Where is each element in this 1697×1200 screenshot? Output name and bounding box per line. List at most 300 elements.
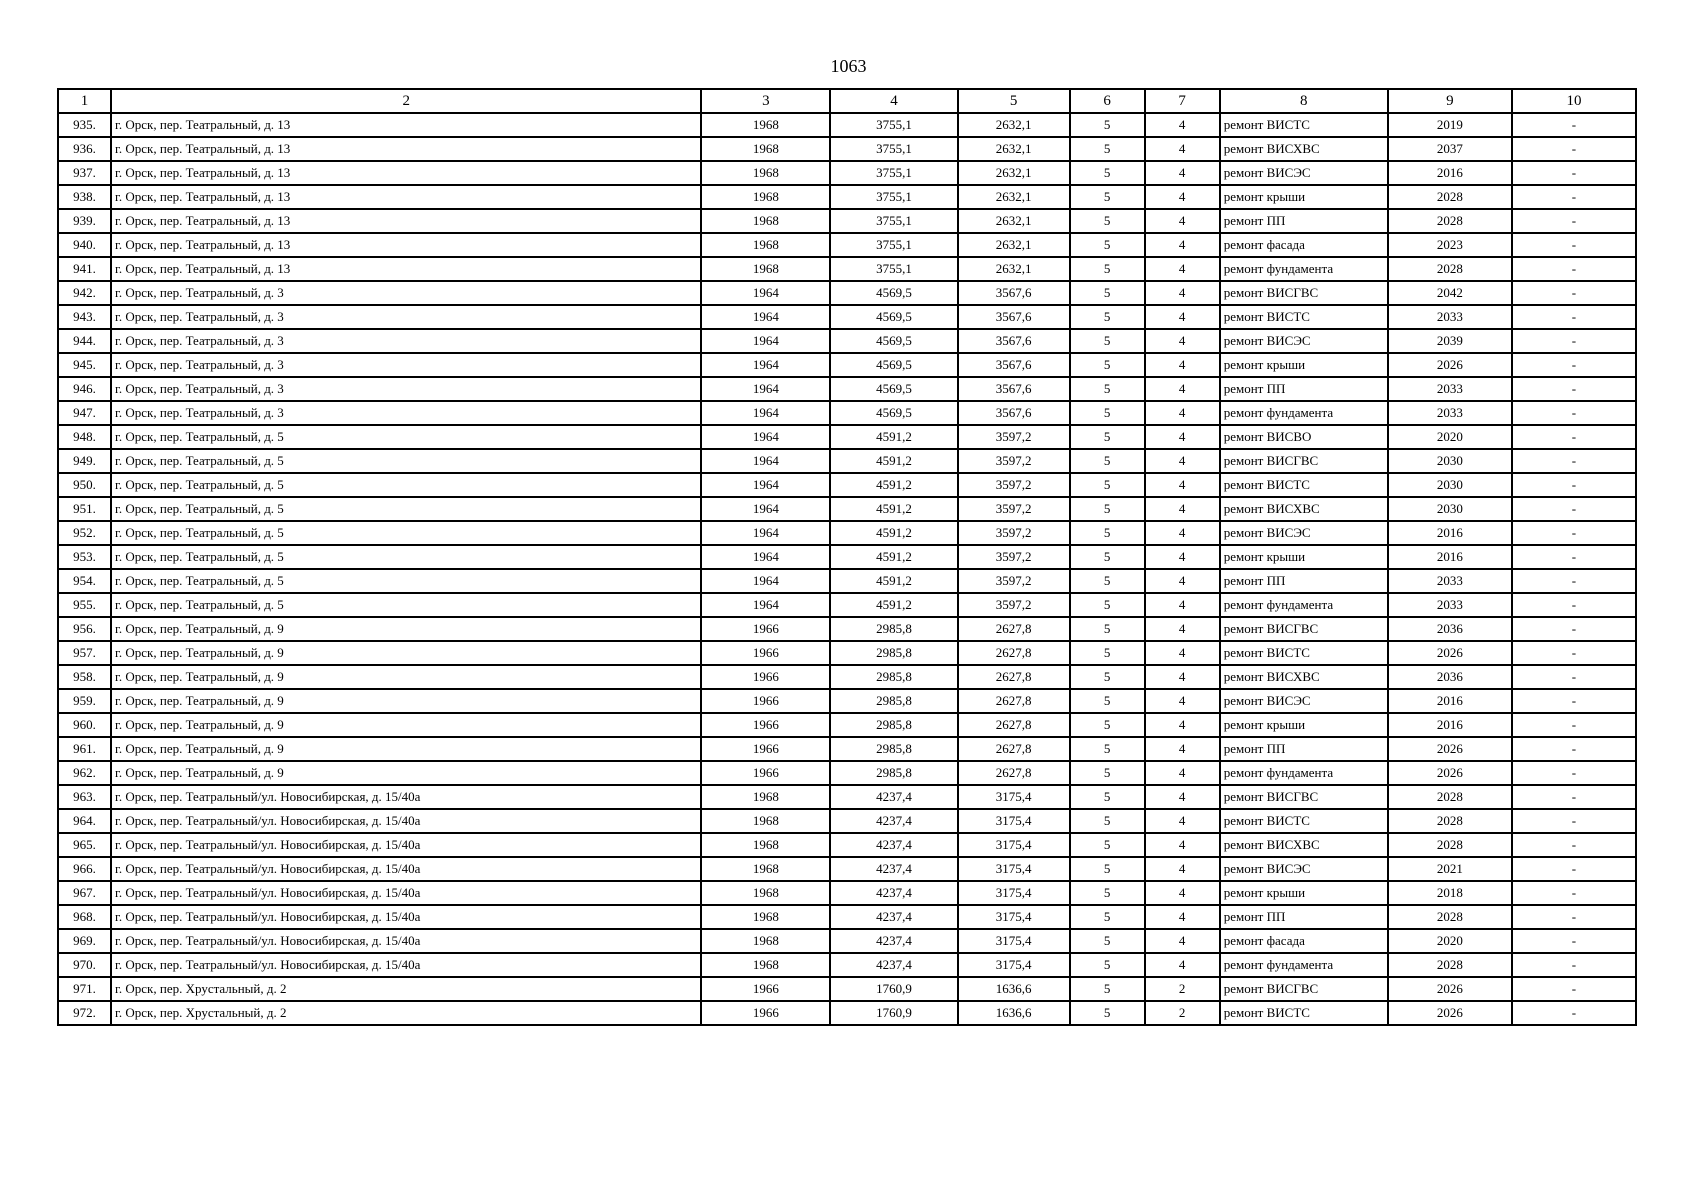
cell-plan-year: 2018	[1388, 881, 1512, 905]
cell-plan-year: 2033	[1388, 401, 1512, 425]
cell-total-area: 4569,5	[830, 281, 957, 305]
cell-row-number: 940.	[58, 233, 111, 257]
cell-living-area: 3175,4	[958, 857, 1070, 881]
cell-plan-year: 2016	[1388, 521, 1512, 545]
cell-note: -	[1512, 473, 1636, 497]
cell-plan-year: 2026	[1388, 761, 1512, 785]
registry-table	[57, 88, 1637, 1026]
cell-build-year: 1968	[701, 809, 830, 833]
cell-floors: 5	[1070, 713, 1145, 737]
cell-total-area: 4237,4	[830, 833, 957, 857]
cell-floors: 5	[1070, 233, 1145, 257]
cell-note: -	[1512, 977, 1636, 1001]
cell-row-number: 972.	[58, 1001, 111, 1025]
cell-row-number: 971.	[58, 977, 111, 1001]
cell-work-type: ремонт ВИСЭС	[1220, 161, 1388, 185]
cell-build-year: 1964	[701, 497, 830, 521]
cell-plan-year: 2016	[1388, 545, 1512, 569]
cell-plan-year: 2016	[1388, 161, 1512, 185]
cell-plan-year: 2033	[1388, 593, 1512, 617]
cell-entrances: 4	[1145, 809, 1220, 833]
cell-entrances: 4	[1145, 401, 1220, 425]
column-header-7: 7	[1145, 89, 1220, 113]
cell-floors: 5	[1070, 545, 1145, 569]
cell-living-area: 3567,6	[958, 377, 1070, 401]
table-row	[58, 521, 1636, 545]
table-row	[58, 545, 1636, 569]
cell-plan-year: 2021	[1388, 857, 1512, 881]
cell-build-year: 1968	[701, 113, 830, 137]
cell-note: -	[1512, 617, 1636, 641]
cell-work-type: ремонт ВИСГВС	[1220, 977, 1388, 1001]
cell-living-area: 2627,8	[958, 689, 1070, 713]
cell-build-year: 1966	[701, 713, 830, 737]
cell-row-number: 937.	[58, 161, 111, 185]
cell-address: г. Орск, пер. Театральный/ул. Новосибирская, д. 15/40а	[111, 785, 701, 809]
cell-floors: 5	[1070, 953, 1145, 977]
cell-row-number: 963.	[58, 785, 111, 809]
cell-work-type: ремонт крыши	[1220, 185, 1388, 209]
cell-build-year: 1968	[701, 257, 830, 281]
table-row	[58, 497, 1636, 521]
cell-total-area: 4591,2	[830, 449, 957, 473]
cell-row-number: 951.	[58, 497, 111, 521]
cell-row-number: 959.	[58, 689, 111, 713]
cell-total-area: 3755,1	[830, 137, 957, 161]
cell-build-year: 1964	[701, 449, 830, 473]
cell-entrances: 4	[1145, 521, 1220, 545]
table-row	[58, 161, 1636, 185]
cell-floors: 5	[1070, 1001, 1145, 1025]
cell-entrances: 4	[1145, 233, 1220, 257]
cell-row-number: 970.	[58, 953, 111, 977]
column-header-8: 8	[1220, 89, 1388, 113]
cell-living-area: 3597,2	[958, 497, 1070, 521]
table-row	[58, 929, 1636, 953]
cell-plan-year: 2023	[1388, 233, 1512, 257]
cell-build-year: 1966	[701, 1001, 830, 1025]
cell-build-year: 1964	[701, 329, 830, 353]
cell-note: -	[1512, 689, 1636, 713]
cell-row-number: 949.	[58, 449, 111, 473]
cell-living-area: 3175,4	[958, 785, 1070, 809]
cell-plan-year: 2036	[1388, 617, 1512, 641]
cell-plan-year: 2033	[1388, 305, 1512, 329]
cell-plan-year: 2037	[1388, 137, 1512, 161]
cell-address: г. Орск, пер. Театральный/ул. Новосибирская, д. 15/40а	[111, 905, 701, 929]
cell-note: -	[1512, 641, 1636, 665]
cell-entrances: 4	[1145, 137, 1220, 161]
cell-entrances: 4	[1145, 881, 1220, 905]
cell-living-area: 2627,8	[958, 713, 1070, 737]
cell-plan-year: 2028	[1388, 833, 1512, 857]
table-row	[58, 113, 1636, 137]
cell-address: г. Орск, пер. Театральный, д. 9	[111, 617, 701, 641]
cell-work-type: ремонт фундамента	[1220, 257, 1388, 281]
cell-build-year: 1968	[701, 905, 830, 929]
cell-work-type: ремонт фундамента	[1220, 761, 1388, 785]
cell-row-number: 966.	[58, 857, 111, 881]
cell-total-area: 4591,2	[830, 425, 957, 449]
cell-living-area: 3567,6	[958, 329, 1070, 353]
cell-floors: 5	[1070, 929, 1145, 953]
table-row	[58, 377, 1636, 401]
cell-note: -	[1512, 257, 1636, 281]
cell-total-area: 4569,5	[830, 401, 957, 425]
cell-row-number: 950.	[58, 473, 111, 497]
cell-address: г. Орск, пер. Театральный, д. 13	[111, 185, 701, 209]
cell-note: -	[1512, 209, 1636, 233]
cell-row-number: 941.	[58, 257, 111, 281]
cell-plan-year: 2019	[1388, 113, 1512, 137]
cell-floors: 5	[1070, 161, 1145, 185]
cell-build-year: 1964	[701, 545, 830, 569]
cell-note: -	[1512, 281, 1636, 305]
cell-total-area: 2985,8	[830, 761, 957, 785]
cell-address: г. Орск, пер. Театральный, д. 13	[111, 209, 701, 233]
cell-work-type: ремонт ВИСТС	[1220, 305, 1388, 329]
cell-entrances: 4	[1145, 545, 1220, 569]
cell-row-number: 968.	[58, 905, 111, 929]
cell-total-area: 4569,5	[830, 353, 957, 377]
cell-row-number: 947.	[58, 401, 111, 425]
cell-note: -	[1512, 233, 1636, 257]
cell-build-year: 1968	[701, 209, 830, 233]
cell-plan-year: 2028	[1388, 809, 1512, 833]
cell-row-number: 962.	[58, 761, 111, 785]
cell-note: -	[1512, 593, 1636, 617]
cell-build-year: 1964	[701, 401, 830, 425]
cell-plan-year: 2028	[1388, 905, 1512, 929]
cell-work-type: ремонт ВИСГВС	[1220, 449, 1388, 473]
cell-build-year: 1966	[701, 977, 830, 1001]
cell-note: -	[1512, 929, 1636, 953]
cell-build-year: 1968	[701, 785, 830, 809]
cell-build-year: 1968	[701, 185, 830, 209]
cell-entrances: 4	[1145, 593, 1220, 617]
cell-address: г. Орск, пер. Театральный/ул. Новосибирская, д. 15/40а	[111, 953, 701, 977]
cell-total-area: 4569,5	[830, 305, 957, 329]
cell-plan-year: 2036	[1388, 665, 1512, 689]
table-row	[58, 857, 1636, 881]
cell-floors: 5	[1070, 617, 1145, 641]
cell-note: -	[1512, 185, 1636, 209]
cell-work-type: ремонт ПП	[1220, 209, 1388, 233]
cell-plan-year: 2028	[1388, 953, 1512, 977]
cell-address: г. Орск, пер. Театральный, д. 13	[111, 257, 701, 281]
cell-total-area: 3755,1	[830, 209, 957, 233]
cell-address: г. Орск, пер. Хрустальный, д. 2	[111, 977, 701, 1001]
cell-row-number: 965.	[58, 833, 111, 857]
cell-living-area: 3175,4	[958, 881, 1070, 905]
cell-living-area: 3597,2	[958, 449, 1070, 473]
cell-entrances: 4	[1145, 449, 1220, 473]
cell-living-area: 3597,2	[958, 473, 1070, 497]
cell-build-year: 1966	[701, 617, 830, 641]
cell-build-year: 1966	[701, 761, 830, 785]
table-row	[58, 329, 1636, 353]
table-row	[58, 305, 1636, 329]
cell-address: г. Орск, пер. Театральный/ул. Новосибирская, д. 15/40а	[111, 809, 701, 833]
cell-floors: 5	[1070, 905, 1145, 929]
cell-living-area: 3597,2	[958, 593, 1070, 617]
table-row	[58, 953, 1636, 977]
column-header-10: 10	[1512, 89, 1636, 113]
cell-note: -	[1512, 161, 1636, 185]
cell-entrances: 4	[1145, 425, 1220, 449]
cell-total-area: 1760,9	[830, 977, 957, 1001]
cell-work-type: ремонт ВИСТС	[1220, 1001, 1388, 1025]
cell-total-area: 4237,4	[830, 785, 957, 809]
cell-total-area: 1760,9	[830, 1001, 957, 1025]
cell-address: г. Орск, пер. Театральный, д. 5	[111, 449, 701, 473]
cell-work-type: ремонт ВИСВО	[1220, 425, 1388, 449]
cell-work-type: ремонт ВИСГВС	[1220, 281, 1388, 305]
cell-living-area: 2627,8	[958, 737, 1070, 761]
cell-build-year: 1964	[701, 593, 830, 617]
table-row	[58, 401, 1636, 425]
cell-work-type: ремонт фундамента	[1220, 953, 1388, 977]
cell-address: г. Орск, пер. Хрустальный, д. 2	[111, 1001, 701, 1025]
cell-living-area: 2632,1	[958, 137, 1070, 161]
cell-entrances: 4	[1145, 185, 1220, 209]
cell-total-area: 4237,4	[830, 881, 957, 905]
cell-row-number: 939.	[58, 209, 111, 233]
cell-total-area: 3755,1	[830, 185, 957, 209]
cell-plan-year: 2028	[1388, 185, 1512, 209]
cell-plan-year: 2033	[1388, 569, 1512, 593]
table-row	[58, 977, 1636, 1001]
cell-living-area: 3175,4	[958, 953, 1070, 977]
cell-total-area: 4237,4	[830, 857, 957, 881]
cell-address: г. Орск, пер. Театральный, д. 5	[111, 593, 701, 617]
cell-floors: 5	[1070, 881, 1145, 905]
cell-total-area: 4591,2	[830, 473, 957, 497]
cell-entrances: 2	[1145, 1001, 1220, 1025]
cell-address: г. Орск, пер. Театральный/ул. Новосибирская, д. 15/40а	[111, 929, 701, 953]
cell-plan-year: 2020	[1388, 425, 1512, 449]
cell-build-year: 1968	[701, 929, 830, 953]
cell-floors: 5	[1070, 809, 1145, 833]
cell-address: г. Орск, пер. Театральный/ул. Новосибирская, д. 15/40а	[111, 857, 701, 881]
cell-build-year: 1968	[701, 137, 830, 161]
cell-work-type: ремонт ВИСЭС	[1220, 521, 1388, 545]
cell-total-area: 2985,8	[830, 737, 957, 761]
cell-floors: 5	[1070, 497, 1145, 521]
table-row	[58, 665, 1636, 689]
cell-total-area: 3755,1	[830, 161, 957, 185]
cell-entrances: 4	[1145, 953, 1220, 977]
cell-total-area: 2985,8	[830, 689, 957, 713]
cell-work-type: ремонт крыши	[1220, 353, 1388, 377]
cell-entrances: 4	[1145, 761, 1220, 785]
cell-work-type: ремонт ВИСТС	[1220, 809, 1388, 833]
cell-floors: 5	[1070, 329, 1145, 353]
cell-living-area: 3175,4	[958, 905, 1070, 929]
cell-row-number: 935.	[58, 113, 111, 137]
cell-note: -	[1512, 833, 1636, 857]
table-row	[58, 569, 1636, 593]
table-row	[58, 737, 1636, 761]
cell-total-area: 2985,8	[830, 713, 957, 737]
cell-work-type: ремонт ПП	[1220, 905, 1388, 929]
cell-living-area: 3597,2	[958, 425, 1070, 449]
cell-total-area: 4237,4	[830, 809, 957, 833]
cell-total-area: 4237,4	[830, 929, 957, 953]
cell-living-area: 3175,4	[958, 929, 1070, 953]
column-header-4: 4	[830, 89, 957, 113]
cell-address: г. Орск, пер. Театральный, д. 5	[111, 473, 701, 497]
cell-entrances: 4	[1145, 305, 1220, 329]
cell-entrances: 4	[1145, 641, 1220, 665]
cell-plan-year: 2030	[1388, 449, 1512, 473]
cell-plan-year: 2026	[1388, 353, 1512, 377]
cell-living-area: 2627,8	[958, 665, 1070, 689]
cell-floors: 5	[1070, 665, 1145, 689]
cell-floors: 5	[1070, 425, 1145, 449]
cell-row-number: 943.	[58, 305, 111, 329]
cell-total-area: 4591,2	[830, 593, 957, 617]
cell-build-year: 1964	[701, 281, 830, 305]
cell-plan-year: 2026	[1388, 1001, 1512, 1025]
cell-floors: 5	[1070, 761, 1145, 785]
cell-living-area: 3567,6	[958, 305, 1070, 329]
cell-note: -	[1512, 353, 1636, 377]
cell-total-area: 2985,8	[830, 617, 957, 641]
cell-living-area: 3567,6	[958, 281, 1070, 305]
cell-entrances: 4	[1145, 353, 1220, 377]
cell-floors: 5	[1070, 833, 1145, 857]
table-row	[58, 809, 1636, 833]
cell-total-area: 4591,2	[830, 521, 957, 545]
table-row	[58, 833, 1636, 857]
column-header-1: 1	[58, 89, 111, 113]
table-body	[58, 113, 1636, 1025]
cell-living-area: 2632,1	[958, 233, 1070, 257]
cell-living-area: 2632,1	[958, 257, 1070, 281]
cell-note: -	[1512, 785, 1636, 809]
cell-entrances: 4	[1145, 833, 1220, 857]
table-row	[58, 353, 1636, 377]
cell-note: -	[1512, 425, 1636, 449]
cell-living-area: 2632,1	[958, 113, 1070, 137]
cell-address: г. Орск, пер. Театральный, д. 9	[111, 689, 701, 713]
cell-entrances: 4	[1145, 161, 1220, 185]
cell-address: г. Орск, пер. Театральный, д. 5	[111, 425, 701, 449]
cell-floors: 5	[1070, 137, 1145, 161]
cell-note: -	[1512, 953, 1636, 977]
cell-build-year: 1968	[701, 857, 830, 881]
cell-address: г. Орск, пер. Театральный, д. 9	[111, 761, 701, 785]
cell-row-number: 956.	[58, 617, 111, 641]
cell-work-type: ремонт ВИСГВС	[1220, 617, 1388, 641]
cell-total-area: 4591,2	[830, 497, 957, 521]
cell-living-area: 2632,1	[958, 185, 1070, 209]
cell-row-number: 942.	[58, 281, 111, 305]
cell-floors: 5	[1070, 257, 1145, 281]
cell-entrances: 4	[1145, 617, 1220, 641]
cell-row-number: 945.	[58, 353, 111, 377]
cell-note: -	[1512, 329, 1636, 353]
cell-living-area: 3597,2	[958, 545, 1070, 569]
cell-living-area: 1636,6	[958, 977, 1070, 1001]
cell-work-type: ремонт ВИСХВС	[1220, 833, 1388, 857]
table-row	[58, 449, 1636, 473]
cell-note: -	[1512, 713, 1636, 737]
cell-living-area: 3567,6	[958, 353, 1070, 377]
cell-build-year: 1966	[701, 689, 830, 713]
table-row	[58, 425, 1636, 449]
cell-living-area: 2627,8	[958, 761, 1070, 785]
cell-row-number: 944.	[58, 329, 111, 353]
cell-plan-year: 2028	[1388, 785, 1512, 809]
cell-plan-year: 2030	[1388, 497, 1512, 521]
cell-plan-year: 2042	[1388, 281, 1512, 305]
cell-build-year: 1968	[701, 233, 830, 257]
cell-floors: 5	[1070, 785, 1145, 809]
cell-living-area: 3597,2	[958, 569, 1070, 593]
cell-total-area: 3755,1	[830, 113, 957, 137]
column-header-6: 6	[1070, 89, 1145, 113]
cell-note: -	[1512, 665, 1636, 689]
cell-note: -	[1512, 113, 1636, 137]
cell-total-area: 4569,5	[830, 377, 957, 401]
cell-row-number: 948.	[58, 425, 111, 449]
cell-living-area: 2627,8	[958, 641, 1070, 665]
cell-entrances: 4	[1145, 905, 1220, 929]
cell-note: -	[1512, 881, 1636, 905]
table-row	[58, 617, 1636, 641]
table-row	[58, 641, 1636, 665]
cell-address: г. Орск, пер. Театральный, д. 9	[111, 641, 701, 665]
cell-note: -	[1512, 569, 1636, 593]
cell-address: г. Орск, пер. Театральный, д. 3	[111, 401, 701, 425]
cell-work-type: ремонт крыши	[1220, 881, 1388, 905]
table-row	[58, 593, 1636, 617]
cell-plan-year: 2039	[1388, 329, 1512, 353]
cell-address: г. Орск, пер. Театральный, д. 3	[111, 377, 701, 401]
table-row	[58, 209, 1636, 233]
cell-total-area: 4591,2	[830, 569, 957, 593]
cell-floors: 5	[1070, 593, 1145, 617]
cell-note: -	[1512, 137, 1636, 161]
cell-row-number: 953.	[58, 545, 111, 569]
table-row	[58, 233, 1636, 257]
cell-note: -	[1512, 905, 1636, 929]
cell-work-type: ремонт ВИСТС	[1220, 641, 1388, 665]
cell-total-area: 3755,1	[830, 233, 957, 257]
cell-total-area: 4591,2	[830, 545, 957, 569]
cell-plan-year: 2028	[1388, 209, 1512, 233]
cell-living-area: 3567,6	[958, 401, 1070, 425]
cell-living-area: 3175,4	[958, 809, 1070, 833]
cell-build-year: 1968	[701, 833, 830, 857]
cell-entrances: 4	[1145, 665, 1220, 689]
cell-entrances: 2	[1145, 977, 1220, 1001]
column-header-3: 3	[701, 89, 830, 113]
cell-floors: 5	[1070, 737, 1145, 761]
cell-row-number: 964.	[58, 809, 111, 833]
cell-note: -	[1512, 521, 1636, 545]
cell-work-type: ремонт ВИСТС	[1220, 473, 1388, 497]
cell-total-area: 4237,4	[830, 905, 957, 929]
cell-note: -	[1512, 857, 1636, 881]
cell-work-type: ремонт ВИСЭС	[1220, 689, 1388, 713]
cell-living-area: 2632,1	[958, 161, 1070, 185]
cell-work-type: ремонт ВИСХВС	[1220, 665, 1388, 689]
cell-address: г. Орск, пер. Театральный, д. 3	[111, 329, 701, 353]
cell-work-type: ремонт ВИСТС	[1220, 113, 1388, 137]
